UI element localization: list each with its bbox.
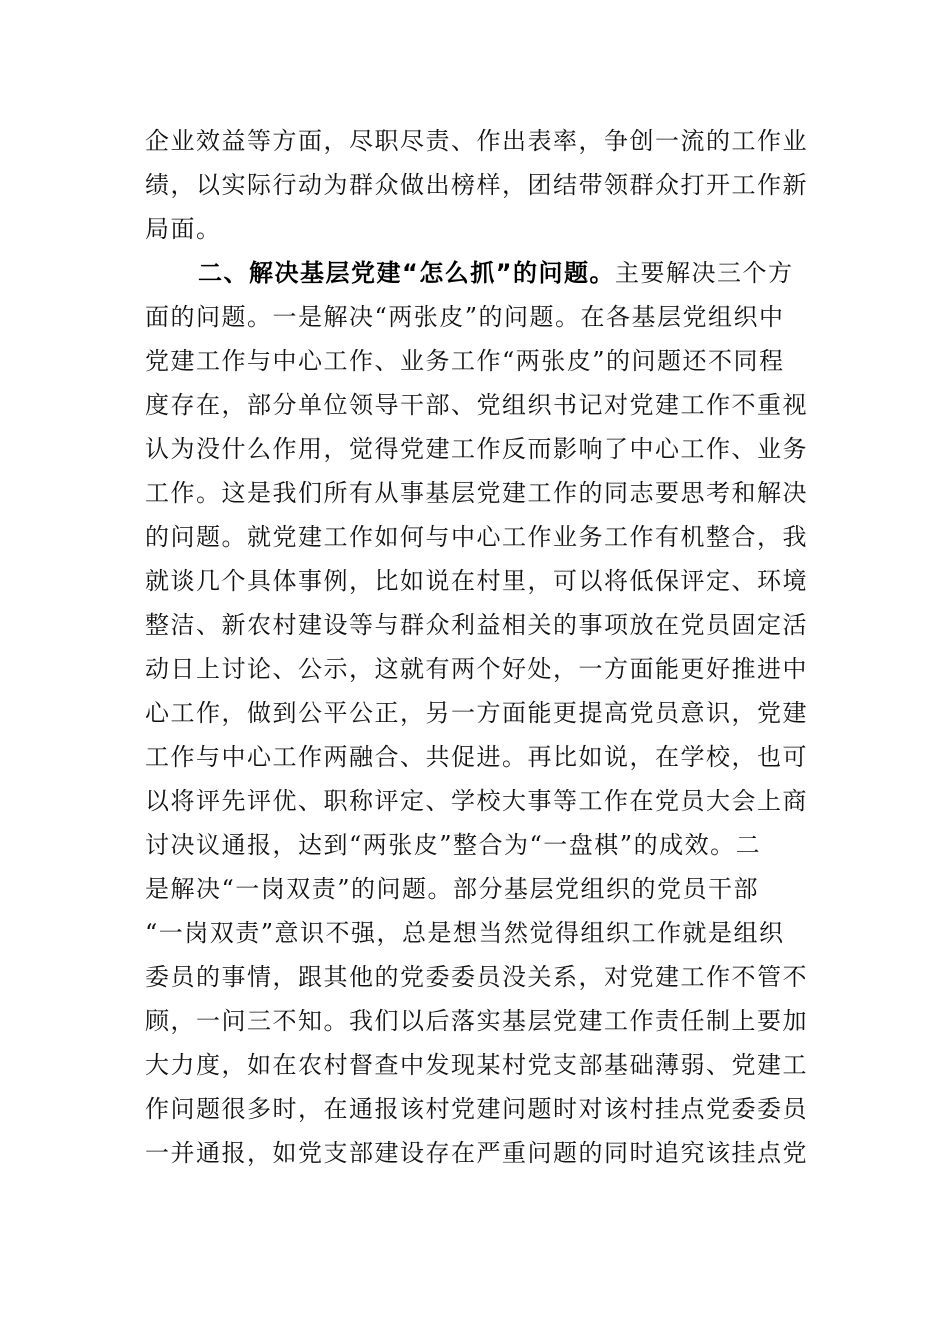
text-line: 面的问题。一是解决“两张皮”的问题。在各基层党组织中 [145, 303, 785, 331]
text-line: 的问题。就党建工作如何与中心工作业务工作有机整合，我 [145, 523, 808, 551]
text-line: 讨决议通报，达到“两张皮”整合为“一盘棋”的成效。二 [145, 831, 762, 859]
text-line: “一岗双责”意识不强，总是想当然觉得组织工作就是组织 [145, 919, 785, 947]
section-heading: 二、解决基层党建“怎么抓”的问题。 [198, 259, 616, 287]
text-line: 一并通报，如党支部建设存在严重问题的同时追究该挂点党 [145, 1139, 808, 1167]
text-line: 委员的事情，跟其他的党委委员没关系，对党建工作不管不 [145, 963, 808, 991]
text-line: 局面。 [145, 215, 222, 243]
text-line: 大力度，如在农村督查中发现某村党支部基础薄弱、党建工 [145, 1051, 808, 1079]
text-line: 顾，一问三不知。我们以后落实基层党建工作责任制上要加 [145, 1007, 808, 1035]
text-line: 企业效益等方面，尽职尽责、作出表率，争创一流的工作业 [145, 127, 808, 155]
text-line: 工作与中心工作两融合、共促进。再比如说，在学校，也可 [145, 743, 808, 771]
text-line: 动日上讨论、公示，这就有两个好处，一方面能更好推进中 [145, 655, 808, 683]
text-line: 工作。这是我们所有从事基层党建工作的同志要思考和解决 [145, 479, 808, 507]
heading-continuation: 主要解决三个方 [615, 259, 794, 287]
text-line: 心工作，做到公平公正，另一方面能更提高党员意识，党建 [145, 699, 808, 727]
text-line: 就谈几个具体事例，比如说在村里，可以将低保评定、环境 [145, 567, 808, 595]
text-line: 作问题很多时，在通报该村党建问题时对该村挂点党委委员 [145, 1095, 808, 1123]
text-line: 度存在，部分单位领导干部、党组织书记对党建工作不重视 [145, 391, 808, 419]
text-line: 党建工作与中心工作、业务工作“两张皮”的问题还不同程 [145, 347, 785, 375]
text-line: 是解决“一岗双责”的问题。部分基层党组织的党员干部 [145, 875, 760, 903]
text-line: 绩，以实际行动为群众做出榜样，团结带领群众打开工作新 [145, 171, 808, 199]
text-line: 认为没什么作用，觉得党建工作反而影响了中心工作、业务 [145, 435, 808, 463]
section-heading-line [198, 251, 825, 295]
text-line: 整洁、新农村建设等与群众利益相关的事项放在党员固定活 [145, 611, 808, 639]
text-line: 以将评先评优、职称评定、学校大事等工作在党员大会上商 [145, 787, 808, 815]
